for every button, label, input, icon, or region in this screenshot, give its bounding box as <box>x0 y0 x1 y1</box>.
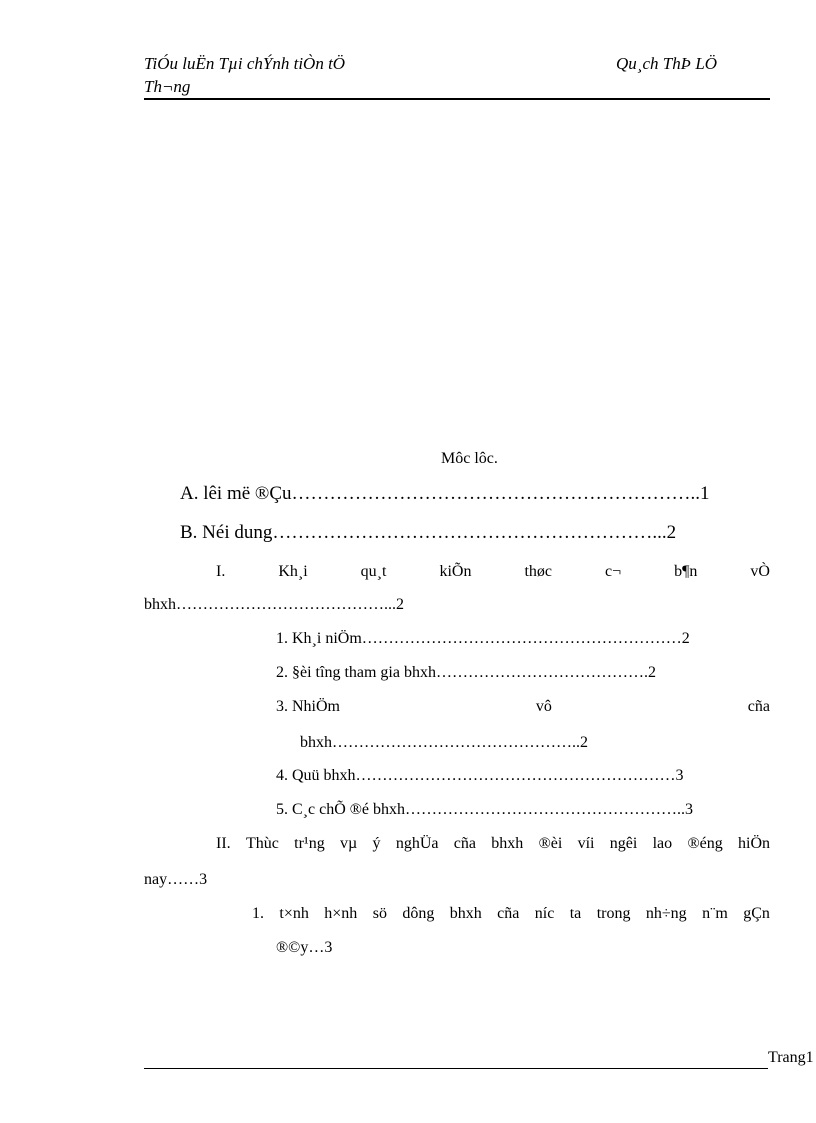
toc-word: ®èi <box>538 835 563 852</box>
toc-word: vÒ <box>750 563 770 580</box>
toc-word: gÇn <box>743 905 770 922</box>
header-rule <box>144 98 770 100</box>
toc-item-4: 4. Quü bhxh……………………………………………………3 <box>276 767 684 784</box>
toc-word: 1. <box>252 905 264 922</box>
toc-word: níc <box>534 905 555 922</box>
toc-word: hiÖn <box>738 835 770 852</box>
toc-word: t×nh <box>279 905 309 922</box>
toc-word: n¨m <box>702 905 728 922</box>
toc-word: tr¹ng <box>294 835 325 852</box>
toc-part-ii-continued: nay……3 <box>144 871 208 888</box>
header-title-line2: Th¬ng <box>144 77 191 96</box>
toc-item-2: 2. §èi tîng tham gia bhxh………………………………….2 <box>276 664 656 681</box>
header-title-line1: TiÓu luËn Tµi chÝnh tiÒn tÖ <box>144 54 346 73</box>
toc-word: Thùc <box>245 835 279 852</box>
toc-word: ®éng <box>687 835 723 852</box>
toc-section-a: A. lêi më ®Çu………………………………………………………..1 <box>180 483 710 504</box>
toc-word: sö <box>372 905 387 922</box>
toc-word: dông <box>402 905 435 922</box>
toc-word: Kh¸i <box>278 563 308 580</box>
toc-word: vô <box>535 698 552 715</box>
toc-word: h×nh <box>324 905 358 922</box>
toc-item-1: 1. Kh¸i niÖm……………………………………………………2 <box>276 630 690 647</box>
toc-word: qu¸t <box>360 563 387 580</box>
toc-word: ngêi <box>609 835 638 852</box>
toc-word: trong <box>596 905 631 922</box>
toc-item-5: 5. C¸c chÕ ®é bhxh……………………………………………..3 <box>276 801 694 818</box>
toc-word: 3. NhiÖm <box>276 698 340 715</box>
toc-word: lao <box>652 835 673 852</box>
toc-item-3 <box>276 697 770 717</box>
toc-word: ý <box>372 835 381 852</box>
toc-part-i-continued: bhxh…………………………………...2 <box>144 596 404 613</box>
toc-word: víi <box>577 835 595 852</box>
header-author: Qu¸ch ThÞ LÖ <box>616 54 718 73</box>
toc-word: bhxh <box>491 835 524 852</box>
toc-word: ta <box>569 905 582 922</box>
toc-word: c¬ <box>604 563 622 580</box>
toc-part-ii <box>216 834 770 854</box>
toc-word: kiÕn <box>439 563 472 580</box>
toc-word: bhxh <box>449 905 482 922</box>
toc-word: b¶n <box>674 563 698 580</box>
toc-word: cña <box>747 698 770 715</box>
toc-section-b: B. Néi dung……………………………………………………...2 <box>180 522 677 543</box>
toc-word: cña <box>497 905 520 922</box>
page-number-label: Trang1 <box>768 1049 814 1066</box>
toc-word: nghÜa <box>395 835 439 852</box>
toc-item-3-continued: bhxh………………………………………..2 <box>300 734 588 751</box>
toc-word: vµ <box>340 835 358 852</box>
footer-rule <box>144 1068 768 1069</box>
toc-part-ii-item-1 <box>252 904 770 924</box>
toc-part-ii-item-1-continued: ®©y…3 <box>276 939 333 956</box>
toc-title: Môc lôc. <box>441 450 498 467</box>
toc-word: nh÷ng <box>645 905 687 922</box>
toc-word: cña <box>453 835 476 852</box>
toc-word: thøc <box>524 563 552 580</box>
toc-word: II. <box>216 835 231 852</box>
toc-word: I. <box>216 563 226 580</box>
toc-part-i <box>216 562 770 582</box>
